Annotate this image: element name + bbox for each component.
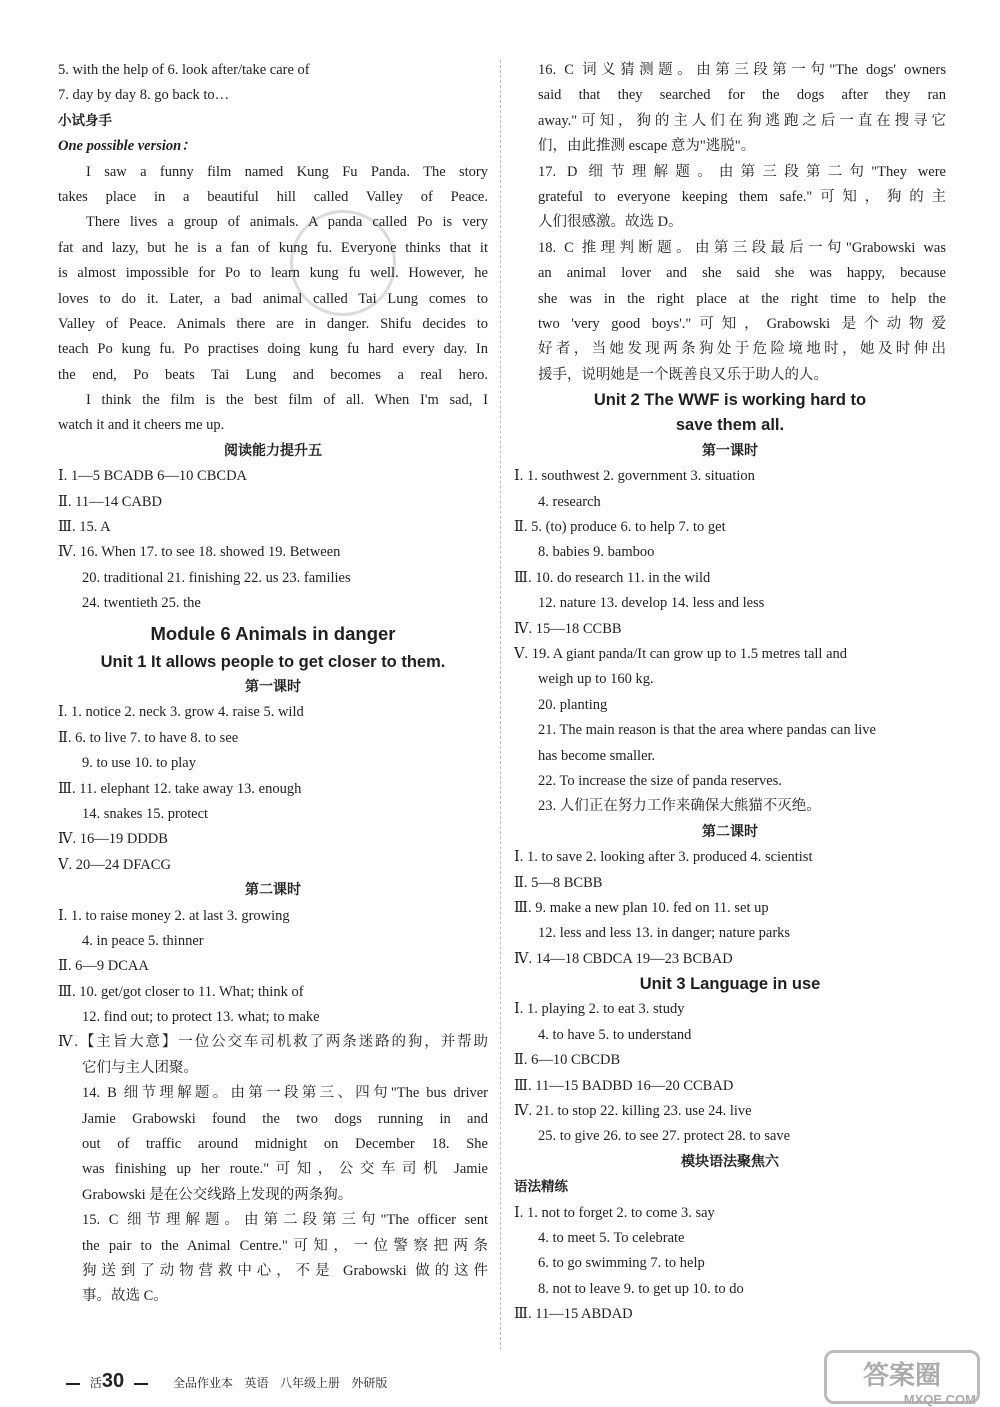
left-line: I think the film is the best film of all. When I'm sad, I <box>86 392 488 409</box>
left-line: the pair to the Animal Centre."可知，一位警察把两条 <box>82 1237 488 1254</box>
left-line: is almost impossible for Po to learn kung fu well. However, he <box>58 265 488 282</box>
left-line: 4. in peace 5. thinner <box>82 932 204 949</box>
left-line: teach Po kung fu. Po practises doing kung fu hard every day. In <box>58 341 488 358</box>
left-line: Ⅲ. 15. A <box>58 519 111 536</box>
right-line: 第二课时 <box>702 823 758 840</box>
right-line: Ⅰ. 1. southwest 2. government 3. situation <box>514 468 755 485</box>
left-line: Ⅳ.【主旨大意】一位公交车司机救了两条迷路的狗，并帮助 <box>58 1034 488 1051</box>
left-line: 9. to use 10. to play <box>82 755 196 772</box>
right-line: Ⅲ. 11—15 ABDAD <box>514 1306 633 1323</box>
left-line: 狗送到了动物营救中心，不是 Grabowski 做的这件 <box>82 1262 488 1279</box>
left-line: Ⅰ. 1. to raise money 2. at last 3. growing <box>58 907 290 924</box>
left-line: 5. with the help of 6. look after/take care of <box>58 62 310 78</box>
right-line: 8. babies 9. bamboo <box>538 544 655 561</box>
right-line: 人们很感激。故选 D。 <box>538 214 683 231</box>
right-line: Ⅲ. 11—15 BADBD 16—20 CCBAD <box>514 1077 734 1094</box>
footer-edition: 外研版 <box>351 1376 388 1390</box>
left-line: Ⅰ. 1. notice 2. neck 3. grow 4. raise 5. wild <box>58 704 304 721</box>
right-line: said that they searched for the dogs after they ran <box>538 87 946 104</box>
left-line: takes place in a beautiful hill called Valley of Peace. <box>58 188 488 205</box>
right-line: Ⅲ. 10. do research 11. in the wild <box>514 569 711 586</box>
right-line: has become smaller. <box>538 747 656 764</box>
right-line: Ⅰ. 1. playing 2. to eat 3. study <box>514 1001 685 1018</box>
right-line: 模块语法聚焦六 <box>681 1153 779 1170</box>
left-line: 阅读能力提升五 <box>224 442 322 459</box>
right-line: 18. C 推理判断题。由第三段最后一句"Grabowski was <box>538 239 946 256</box>
right-line: 4. to meet 5. To celebrate <box>538 1229 685 1246</box>
right-line: weigh up to 160 kg. <box>538 671 654 688</box>
left-line: 20. traditional 21. finishing 22. us 23. families <box>82 569 351 586</box>
right-line: Ⅱ. 5. (to) produce 6. to help 7. to get <box>514 519 726 536</box>
left-line: Ⅳ. 16. When 17. to see 18. showed 19. Between <box>58 544 341 561</box>
left-line: Ⅱ. 6. to live 7. to have 8. to see <box>58 729 239 746</box>
left-line: Ⅲ. 10. get/got closer to 11. What; think of <box>58 983 304 1000</box>
right-line: Unit 2 The WWF is working hard to <box>593 391 867 410</box>
footer-grade: 八年级上册 <box>279 1376 340 1390</box>
left-line: Grabowski 是在公交线路上发现的两条狗。 <box>82 1186 353 1203</box>
right-line: 4. research <box>538 493 601 510</box>
left-line: 7. day by day 8. go back to… <box>58 87 230 104</box>
left-line: Ⅰ. 1—5 BCADB 6—10 CBCDA <box>58 468 248 485</box>
left-line: Ⅱ. 11—14 CABD <box>58 493 162 510</box>
right-line: 4. to have 5. to understand <box>538 1026 692 1043</box>
right-line: 们，由此推测 escape 意为"逃脱"。 <box>538 138 756 155</box>
right-line: Ⅴ. 19. A giant panda/It can grow up to 1.5 metres tall and <box>514 645 848 662</box>
left-line: watch it and it cheers me up. <box>58 417 225 434</box>
right-line: 第一课时 <box>702 442 758 459</box>
left-line: loves to do it. Later, a bad animal called Tai Lung comes to <box>58 290 488 307</box>
right-line: 22. To increase the size of panda reserves. <box>538 772 782 789</box>
left-line: There lives a group of animals. A panda called Po is very <box>86 214 488 231</box>
left-line: fat and lazy, but he is a fan of kung fu. Everyone thinks that it <box>58 239 488 256</box>
watermark-url: MXQE.COM <box>903 1392 976 1407</box>
right-line: 21. The main reason is that the area where pandas can live <box>538 722 876 739</box>
left-column <box>58 58 488 1310</box>
right-line: 语法精练 <box>514 1179 568 1196</box>
left-line: 第一课时 <box>245 678 301 695</box>
right-line: Ⅰ. 1. to save 2. looking after 3. produced 4. scientist <box>514 849 813 866</box>
right-line: Ⅳ. 14—18 CBDCA 19—23 BCBAD <box>514 950 733 967</box>
right-line: Ⅱ. 5—8 BCBB <box>514 874 603 891</box>
left-line: 它们与主人团聚。 <box>82 1059 198 1076</box>
right-line: 20. planting <box>538 696 608 713</box>
left-line: out of traffic around midnight on December 18. She <box>82 1136 488 1153</box>
left-line: Jamie Grabowski found the two dogs running in and <box>82 1110 488 1127</box>
footer-book: 全品作业本 <box>173 1376 234 1390</box>
page-footer <box>60 1370 387 1393</box>
left-line: Module 6 Animals in danger <box>150 622 396 644</box>
right-line: 25. to give 26. to see 27. protect 28. to save <box>538 1128 791 1145</box>
right-line: she was in the right place at the right time to help the <box>538 290 946 307</box>
right-line: Unit 3 Language in use <box>639 975 821 994</box>
left-line: Ⅴ. 20—24 DFACG <box>58 856 171 873</box>
footer-dash <box>66 1383 80 1385</box>
left-line: 12. find out; to protect 13. what; to make <box>82 1009 320 1026</box>
right-line: Ⅲ. 9. make a new plan 10. fed on 11. set up <box>514 899 769 916</box>
right-line: Ⅳ. 15—18 CCBB <box>514 620 622 637</box>
right-line: two 'very good boys'."可知，Grabowski 是个动物爱 <box>538 315 946 332</box>
right-line: Ⅰ. 1. not to forget 2. to come 3. say <box>514 1204 715 1221</box>
right-line: an animal lover and she said she was happy, because <box>538 265 946 282</box>
left-line: Ⅳ. 16—19 DDDB <box>58 831 168 848</box>
left-line: the end, Po beats Tai Lung and becomes a real hero. <box>58 366 488 383</box>
right-column <box>514 58 946 1328</box>
left-line: Ⅲ. 11. elephant 12. take away 13. enough <box>58 780 302 797</box>
right-line: 17. D 细节理解题。由第三段第二句"They were <box>538 163 946 180</box>
right-line: grateful to everyone keeping them safe."可知，狗的主 <box>538 188 946 205</box>
left-line: I saw a funny film named Kung Fu Panda. The story <box>86 163 488 180</box>
left-line: 事。故选 C。 <box>82 1288 168 1305</box>
column-divider <box>500 60 501 1350</box>
right-line: 援手，说明她是一个既善良又乐于助人的人。 <box>538 366 828 383</box>
left-line: 小试身手 <box>58 112 112 129</box>
page-number: 30 <box>101 1370 125 1392</box>
watermark-logo: 答案圈 <box>824 1350 980 1404</box>
left-line: 第二课时 <box>245 882 301 899</box>
left-line: Ⅱ. 6—9 DCAA <box>58 958 149 975</box>
left-line: was finishing up her route."可知，公交车司机 Jamie <box>82 1161 488 1178</box>
footer-subject: 英语 <box>244 1376 269 1390</box>
footer-prefix: 活 <box>89 1376 102 1390</box>
left-line: Unit 1 It allows people to get closer to them. <box>100 652 446 671</box>
left-line: Valley of Peace. Animals there are in danger. Shifu decides to <box>58 315 488 332</box>
right-line: 好者，当她发现两条狗处于危险境地时，她及时伸出 <box>538 341 946 358</box>
left-line: 14. snakes 15. protect <box>82 805 209 822</box>
left-line: 14. B 细节理解题。由第一段第三、四句"The bus driver <box>82 1085 488 1102</box>
right-line: 23. 人们正在努力工作来确保大熊猫不灭绝。 <box>538 798 821 815</box>
footer-dash <box>134 1383 148 1385</box>
left-line: One possible version： <box>58 138 196 155</box>
right-line: 12. nature 13. develop 14. less and less <box>538 595 765 612</box>
right-line: 6. to go swimming 7. to help <box>538 1255 705 1272</box>
right-line: Ⅳ. 21. to stop 22. killing 23. use 24. live <box>514 1103 752 1120</box>
right-line: 12. less and less 13. in danger; nature parks <box>538 925 791 942</box>
right-line: 8. not to leave 9. to get up 10. to do <box>538 1280 744 1297</box>
right-line: 16. C 词义猜测题。由第三段第一句"The dogs' owners <box>538 62 946 78</box>
left-line: 24. twentieth 25. the <box>82 595 201 612</box>
left-line: 15. C 细节理解题。由第二段第三句"The officer sent <box>82 1212 488 1229</box>
right-line: Ⅱ. 6—10 CBCDB <box>514 1052 621 1069</box>
right-line: save them all. <box>675 416 785 435</box>
right-line: away."可知，狗的主人们在狗逃跑之后一直在搜寻它 <box>538 112 946 129</box>
